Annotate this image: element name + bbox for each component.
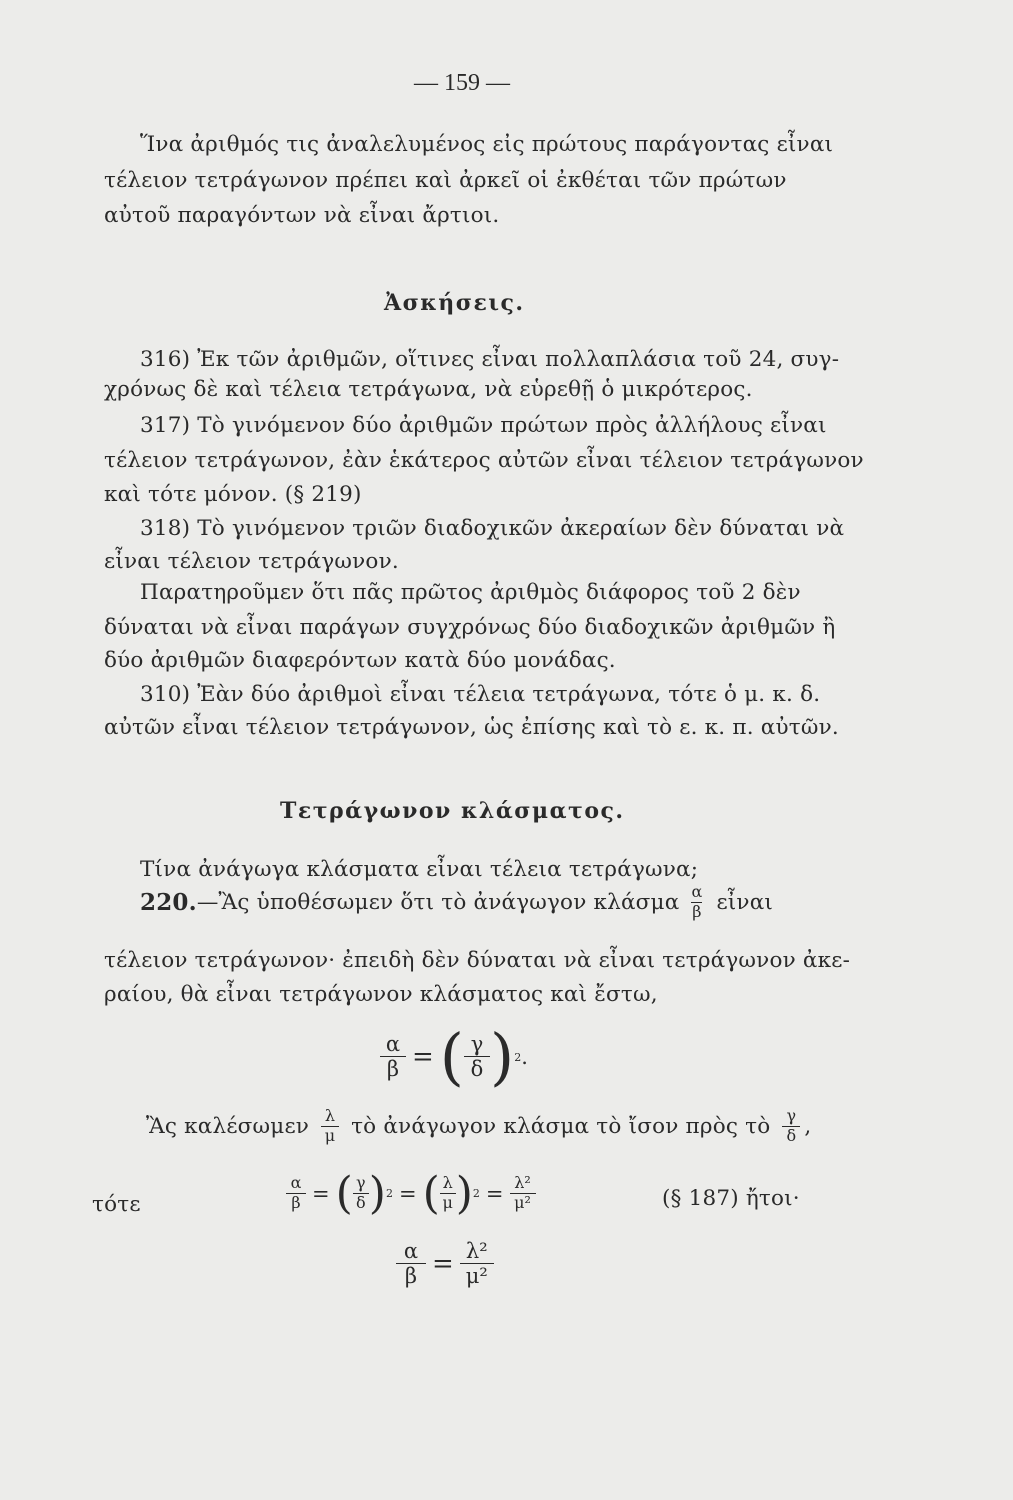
fraction-lambda-mu (321, 1108, 339, 1145)
eq1-equals: = (412, 1041, 434, 1072)
tote-label: τότε (92, 1192, 141, 1217)
paragraph-220-line-2: τέλειον τετράγωνον· ἐπειδὴ δὲν δύναται νὰ εἶναι τετράγωνον ἀκε- (104, 948, 851, 973)
exercise-318-line-1: 318) Τὸ γινόμενον τριῶν διαδοχικῶν ἀκεραίων δὲν δύναται νὰ (140, 516, 845, 541)
eq2-lp1: ( (335, 1168, 353, 1219)
eq2-frac-gamma-delta (353, 1175, 369, 1212)
eq1-left-paren: ( (439, 1020, 464, 1093)
exercise-310-line-1: 310) Ἐὰν δύο ἀριθμοὶ εἶναι τέλεια τετράγωνα, τότε ὁ μ. κ. δ. (140, 682, 821, 707)
eq1-numerator: α (385, 1031, 401, 1056)
eq2-equals-1: = (312, 1181, 330, 1206)
intro-line-1: Ἵνα ἀριθμός τις ἀναλελυμένος εἰς πρώτους παράγοντας εἶναι (140, 132, 834, 157)
eq2-lp2: ( (422, 1168, 440, 1219)
remark-line-2: δύναται νὰ εἶναι παράγων συγχρόνως δύο διαδοχικῶν ἀριθμῶν ἢ (104, 615, 836, 640)
eq3-d2: μ² (465, 1264, 488, 1289)
eq2-exp2: 2 (472, 1187, 480, 1200)
eq2-frac-lambda2-mu2 (510, 1175, 536, 1212)
eq3-equals: = (432, 1248, 454, 1279)
exercise-317-line-1: 317) Τὸ γινόμενον δύο ἀριθμῶν πρώτων πρὸς ἀλλήλους εἶναι (140, 413, 827, 438)
eq2-d2: δ (355, 1193, 366, 1212)
equation-3 (396, 1240, 494, 1287)
eq1-denominator-2: δ (470, 1057, 484, 1081)
equation-1 (380, 1020, 528, 1093)
eq2-n2: γ (356, 1173, 366, 1193)
paragraph-220-text-a: —Ἂς ὑποθέσωμεν ὅτι τὸ ἀνάγωγον κλάσμα (196, 889, 680, 915)
paragraph-220-line-3: ραίου, θὰ εἶναι τετράγωνον κλάσματος καὶ ἔστω, (104, 982, 658, 1007)
eq3-n1: α (403, 1239, 419, 1263)
exercises-heading: Ἀσκήσεις. (384, 290, 525, 316)
equation-2 (286, 1168, 536, 1219)
paragraph-220-line-1 (140, 884, 773, 921)
fraction-denominator: β (692, 901, 702, 921)
remark-line-3: δύο ἀριθμῶν διαφερόντων κατὰ δύο μονάδας. (104, 648, 616, 673)
page-number: — 159 — (414, 70, 510, 96)
let-denominator-2: δ (786, 1125, 797, 1145)
eq1-denominator: β (386, 1057, 400, 1081)
eq3-n2: λ² (465, 1239, 488, 1263)
fraction-gamma-delta (782, 1108, 800, 1145)
eq2-d4: μ² (514, 1193, 531, 1212)
eq2-equals-3: = (485, 1181, 504, 1206)
section-heading: Τετράγωνον κλάσματος. (280, 798, 625, 824)
eq2-frac-lambda-mu (440, 1175, 456, 1212)
paragraph-let-line (146, 1108, 811, 1145)
exercise-310-line-2: αὐτῶν εἶναι τέλειον τετράγωνον, ὡς ἐπίσης καὶ τὸ ε. κ. π. αὐτῶν. (104, 715, 839, 740)
eq2-rp2: ) (455, 1168, 473, 1219)
section-reference: (§ 187) ἤτοι· (662, 1186, 800, 1211)
exercise-317-line-2: τέλειον τετράγωνον, ἐὰν ἑκάτερος αὐτῶν εἶναι τέλειον τετράγωνον (104, 448, 864, 473)
eq2-d3: μ (442, 1193, 453, 1212)
exercise-316-line-2: χρόνως δὲ καὶ τέλεια τετράγωνα, νὰ εὑρεθῇ ὁ μικρότερος. (104, 377, 753, 402)
eq1-exponent: 2 (514, 1051, 522, 1064)
eq1-right-paren: ) (490, 1020, 515, 1093)
eq2-n4: λ² (514, 1173, 531, 1193)
remark-line-1: Παρατηροῦμεν ὅτι πᾶς πρῶτος ἀριθμὸς διάφορος τοῦ 2 δὲν (140, 580, 801, 605)
eq2-equals-2: = (398, 1181, 417, 1206)
let-denominator: μ (324, 1125, 336, 1145)
eq3-frac-alpha-beta (396, 1240, 426, 1287)
eq3-d1: β (404, 1264, 418, 1289)
let-text-b: τὸ ἀνάγωγον κλάσμα τὸ ἴσον πρὸς τὸ (351, 1113, 771, 1139)
fraction-numerator: α (691, 882, 703, 901)
intro-line-2: τέλειον τετράγωνον πρέπει καὶ ἀρκεῖ οἱ ἐκθέται τῶν πρώτων (104, 168, 787, 193)
exercise-316-line-1: 316) Ἐκ τῶν ἀριθμῶν, οἵτινες εἶναι πολλαπλάσια τοῦ 24, συγ- (140, 347, 840, 372)
section-question: Τίνα ἀνάγωγα κλάσματα εἶναι τέλεια τετράγωνα; (140, 857, 699, 882)
eq1-frac-alpha-beta (380, 1033, 406, 1080)
let-text-a: Ἂς καλέσωμεν (146, 1113, 310, 1139)
let-comma: , (804, 1113, 812, 1139)
eq1-frac-gamma-delta (464, 1033, 490, 1080)
paragraph-number: 220. (140, 888, 197, 916)
eq2-d1: β (291, 1193, 301, 1212)
eq2-n1: α (290, 1173, 302, 1193)
eq2-frac-alpha-beta (286, 1175, 306, 1212)
eq1-period: . (521, 1044, 528, 1069)
exercise-318-line-2: εἶναι τέλειον τετράγωνον. (104, 549, 399, 574)
fraction-alpha-beta (691, 884, 702, 921)
let-numerator-2: γ (786, 1106, 797, 1125)
paragraph-220-text-b: εἶναι (716, 889, 774, 915)
eq2-exp1: 2 (385, 1187, 393, 1200)
eq3-frac-lambda2-mu2 (460, 1240, 494, 1287)
eq2-n3: λ (442, 1173, 453, 1193)
eq1-numerator-2: γ (470, 1031, 484, 1056)
exercise-317-line-3: καὶ τότε μόνον. (§ 219) (104, 482, 362, 507)
let-numerator: λ (324, 1106, 336, 1125)
eq2-rp1: ) (368, 1168, 386, 1219)
intro-line-3: αὐτοῦ παραγόντων νὰ εἶναι ἄρτιοι. (104, 203, 500, 228)
